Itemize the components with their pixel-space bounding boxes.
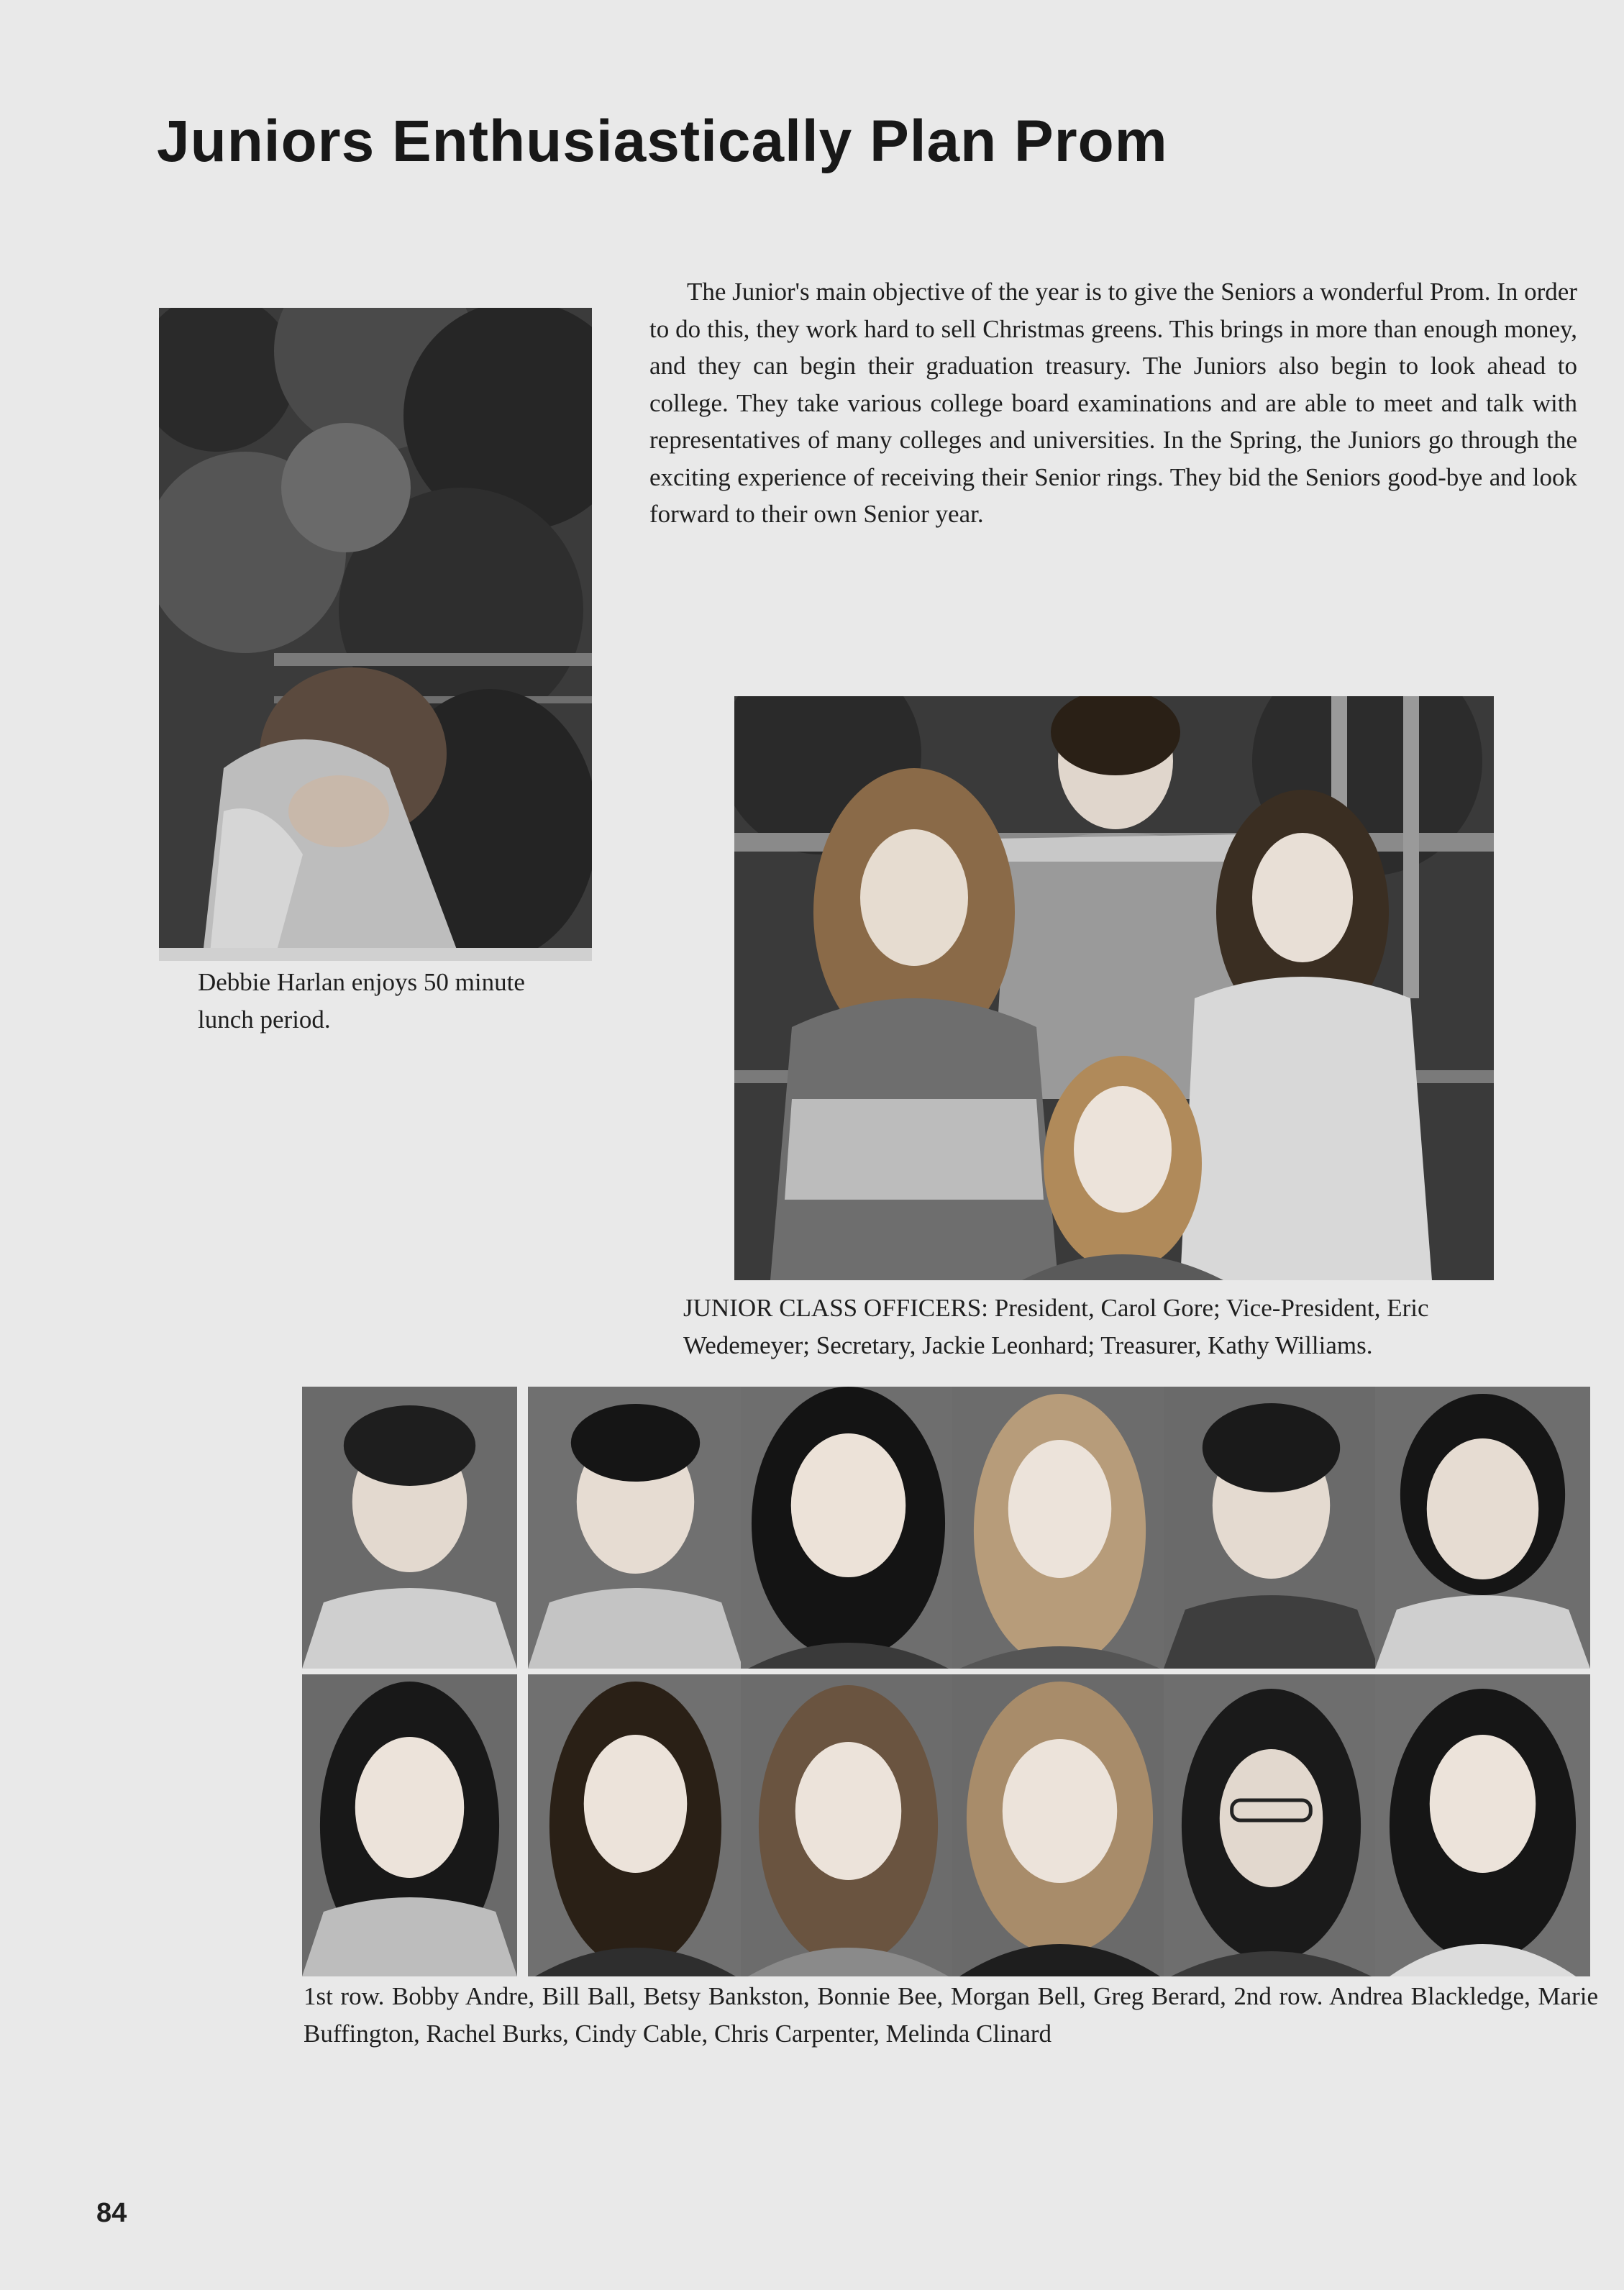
intro-paragraph	[649, 273, 1577, 533]
portrait-morgan-bell	[1164, 1387, 1379, 1669]
portrait-bobby-andre	[302, 1387, 517, 1669]
portrait-andrea-blackledge	[302, 1674, 517, 1976]
portrait-greg-berard	[1375, 1387, 1590, 1669]
portrait-cindy-cable	[952, 1674, 1167, 1976]
portrait-grid	[302, 1387, 1595, 1976]
intro-text: The Junior's main objective of the year is to give the Seniors a wonderful Prom. In order to do this, they work hard to sell Christmas greens. This brings in more than enough money, and they can begin their graduation treasury. The Juniors also begin to look ahead to college. They take various college board examinations and are able to meet and talk with representatives of many colleges and universities. In the Spring, the Juniors go through the exciting experience of receiving their Senior rings. They bid the Seniors good-bye and look forward to their own Senior year.	[649, 278, 1577, 528]
portrait-names-caption: 1st row. Bobby Andre, Bill Ball, Betsy Bankston, Bonnie Bee, Morgan Bell, Greg Berard, 2nd row. Andrea Blackledge, Marie Buffington, Rachel Burks, Cindy Cable, Chris Carpenter, Melinda Clinard	[304, 1982, 1598, 2048]
debbie-harlan-photo	[159, 308, 592, 961]
portrait-rachel-burks	[741, 1674, 956, 1976]
portrait-chris-carpenter	[1164, 1674, 1379, 1976]
officers-caption: JUNIOR CLASS OFFICERS: President, Carol Gore; Vice-President, Eric Wedemeyer; Secretary, Jackie Leonhard; Treasurer, Kathy Williams.	[683, 1294, 1429, 1359]
class-officers-photo	[734, 696, 1494, 1280]
portrait-melinda-clinard	[1375, 1674, 1590, 1976]
page-title: Juniors Enthusiastically Plan Prom	[157, 109, 1168, 174]
portrait-bill-ball	[528, 1387, 743, 1669]
page-number: 84	[96, 2198, 127, 2228]
debbie-caption: Debbie Harlan enjoys 50 minute lunch period.	[198, 968, 525, 1034]
portrait-bonnie-bee	[952, 1387, 1167, 1669]
portrait-betsy-bankston	[741, 1387, 956, 1669]
portrait-marie-buffington	[528, 1674, 743, 1976]
